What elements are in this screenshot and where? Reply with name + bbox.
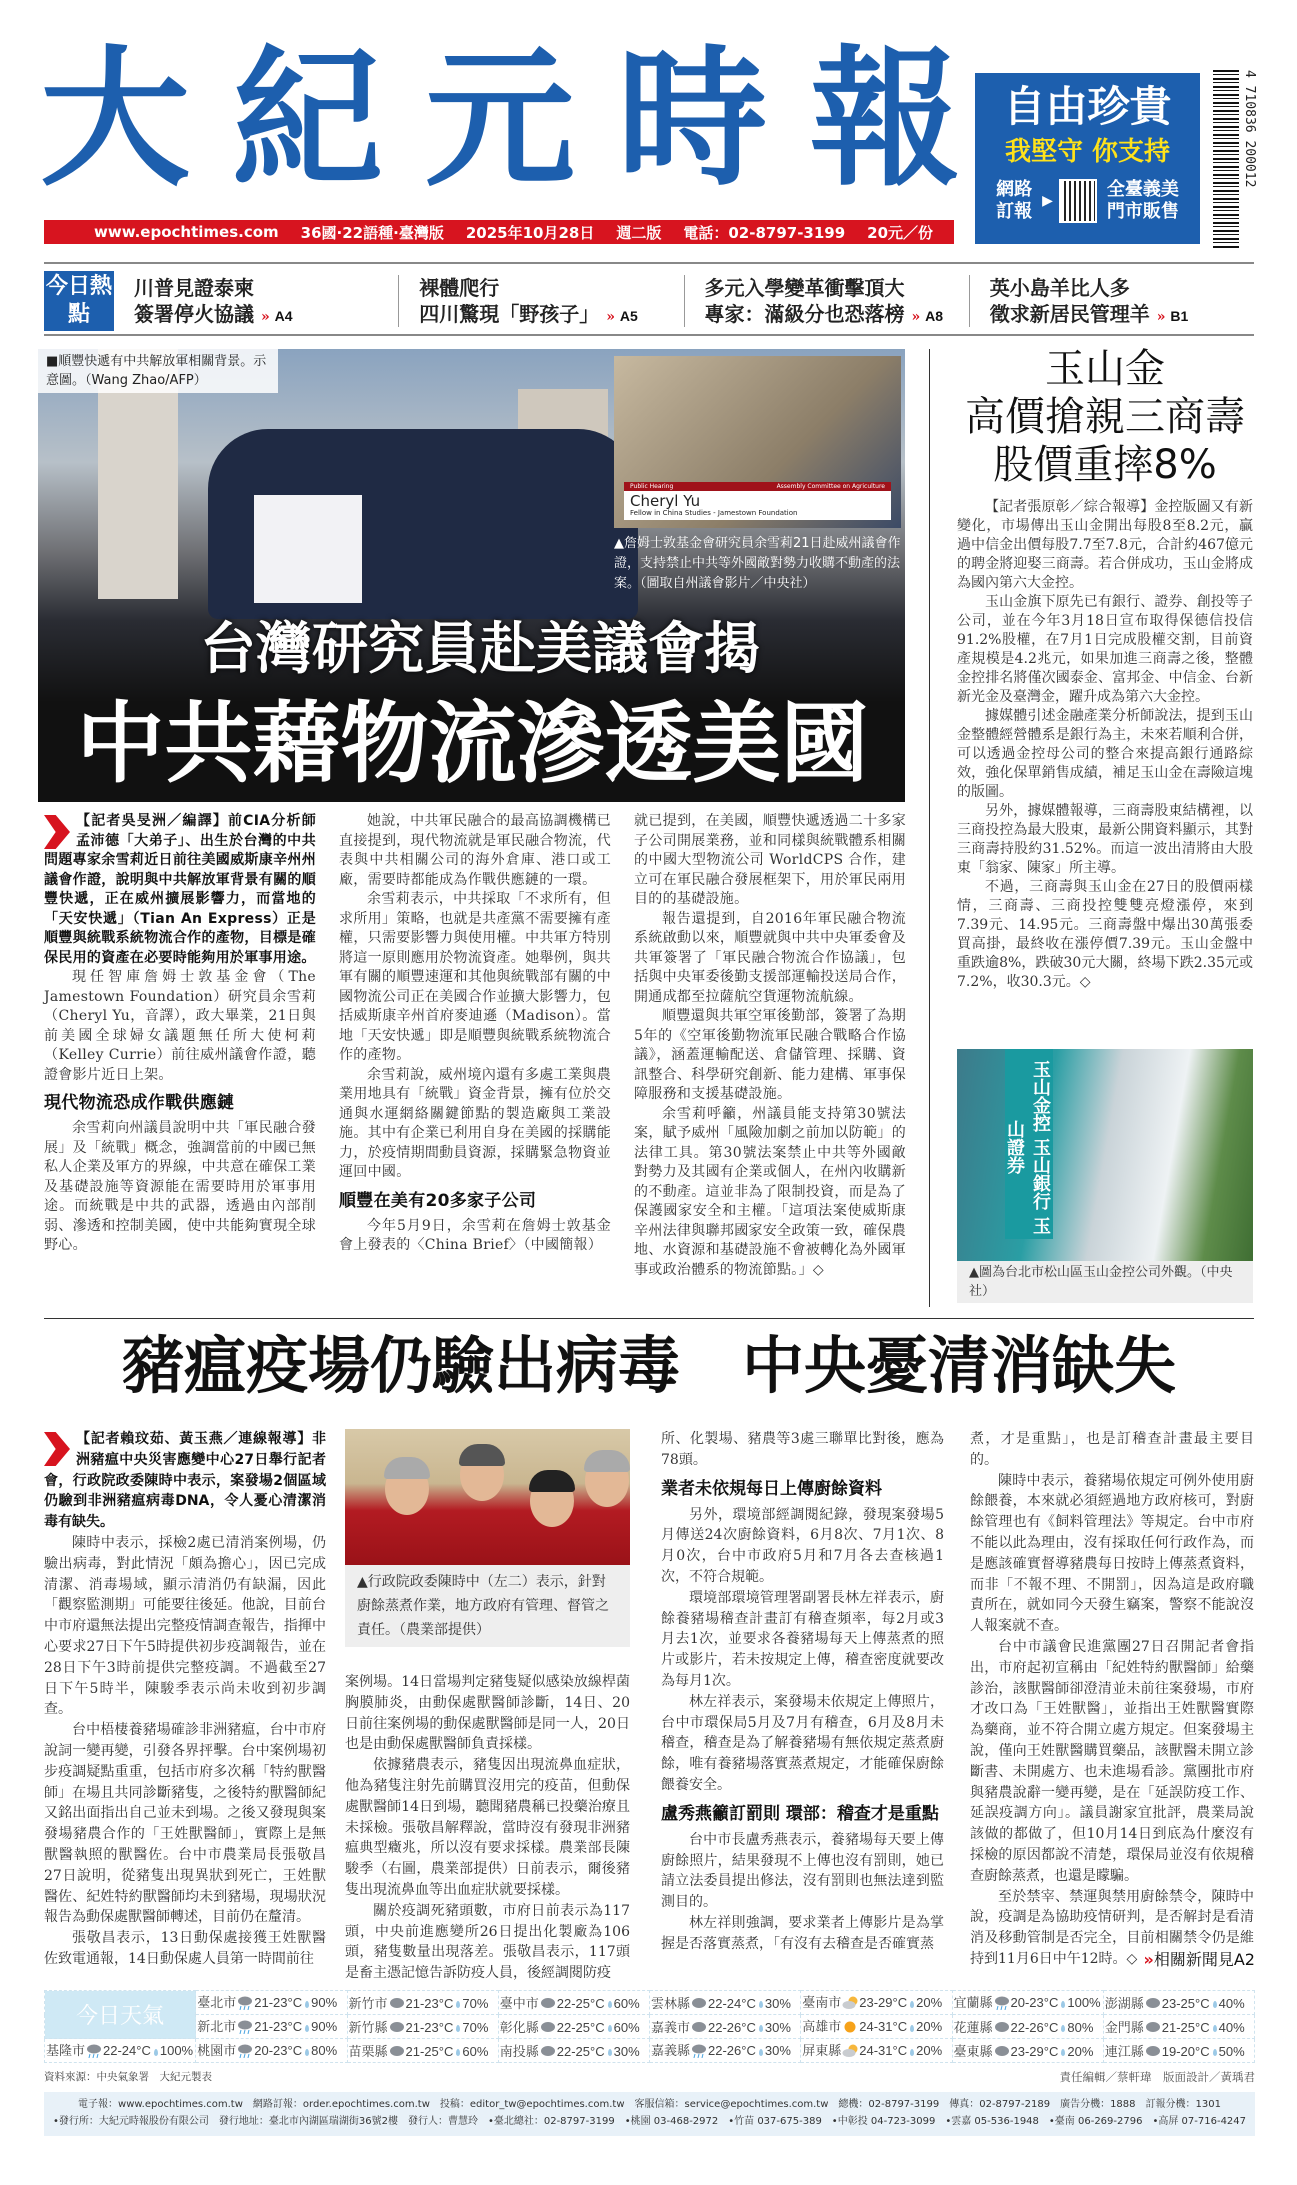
paragraph: 台中市長盧秀燕表示，養豬場每天要上傳廚餘照片，結果發現不上傳也沒有罰則，她已請立法委員提出修法，沒有罰則也無法達到監測目的。 [661, 1831, 944, 1911]
city: 澎湖縣 [1104, 1995, 1144, 2011]
city: 臺南市 [802, 1995, 842, 2011]
lower-third-label: Public Hearing [630, 483, 674, 490]
hot-topic-item[interactable] [114, 275, 399, 327]
rain-probability: 50% [1218, 2043, 1245, 2059]
paragraph: 林左祥表示，案發場未依規定上傳照片，台中市環保局5月及7月有稽查，6月及8月未稽查，稽查是為了解養豬場有無依規定蒸煮廚餘，唯有養豬場落實蒸煮規定，才能確保廚餘餵養安全。 [661, 1693, 944, 1793]
publisher-line: •發行所：大紀元時報股份有限公司 發行地址：臺北市內湖區瑞湖街36號2樓 發行人：曹慧玲 •臺北總社：02-8797-3199 •桃園 03-468-2972 •竹苗 037-675-389 •中彰投 04-723-3099 •雲嘉 05-536-1948 •臺南 06-269-2796 •高屏 07-716-4247 [52, 2116, 1247, 2127]
cloudy-icon [1145, 2045, 1161, 2060]
paragraph: 現任智庫詹姆士敦基金會（The Jamestown Foundation）研究員余雪莉（Cheryl Yu，音譯），政大畢業，21日與前美國全球婦女議題無任所大使柯莉（Kelley Currie）前往威州議會作證，聽證會影片近日上架。 [44, 969, 316, 1083]
raindrop-icon [759, 2049, 763, 2056]
logo-char: 紀 [232, 33, 383, 207]
city: 新竹縣 [348, 2019, 388, 2035]
temperature: 20-23°C [254, 2043, 303, 2059]
weather-row [45, 2015, 1255, 2039]
chevron-right-icon [44, 815, 70, 849]
temperature: 20-23°C [1010, 1995, 1059, 2011]
weather-row [45, 1991, 1255, 2015]
hot-topics [44, 270, 1254, 332]
divider [44, 1318, 1254, 1319]
phone: 電話：02-8797-3199 [683, 223, 846, 242]
weather-table [44, 1990, 1255, 2063]
weather-cell [1103, 2015, 1254, 2039]
double-chevron-icon: » [1143, 1950, 1154, 1969]
weather-cell [347, 2039, 498, 2063]
paragraph: 依據豬農表示，豬隻因出現流鼻血症狀，他為豬隻注射先前購買沒用完的疫苗，但動保處獸醫師14日到場，聽聞豬農稱已投藥治療且未採檢。張敬昌解釋說，當時沒有發現非洲豬瘟典型癥兆，所以沒有要求採樣。農業部長陳駿季（右圖，農業部提供）日前表示，爾後豬隻出現流鼻血等出血症狀就要採樣。 [345, 1757, 630, 1898]
weather-label: 今日天氣 [45, 1991, 196, 2039]
cloudy-icon [1145, 1997, 1161, 2012]
city: 高雄市 [802, 2019, 842, 2035]
photo-caption: ▲行政院政委陳時中（左二）表示，針對廚餘蒸煮作業，地方政府有管理、督管之責任。（農業部提供） [345, 1565, 630, 1647]
rain-probability: 60% [613, 2019, 640, 2035]
side-headline-line: 股價重摔8% [993, 442, 1217, 488]
temperature: 21-23°C [254, 2019, 303, 2035]
rain-probability: 40% [1218, 2019, 1245, 2035]
temperature: 22-26°C [708, 2043, 756, 2059]
rain-probability: 20% [1067, 2043, 1094, 2059]
temperature: 24-31°C [859, 2043, 908, 2059]
weather-cell [650, 1991, 801, 2015]
cloudy-icon [540, 2045, 556, 2060]
paragraph: 據媒體引述金融產業分析師說法，提到玉山金整體經營體系是銀行為主，未來若順利合併，可以透過金控母公司的整合來提高銀行通路綜效，強化保單銷售成績，補足玉山金在壽險這塊的版圖。 [957, 708, 1253, 800]
rain-icon [237, 1996, 253, 2013]
city: 臺中市 [499, 1995, 539, 2011]
page-ref: » A8 [911, 308, 943, 325]
weather-cell [196, 2039, 347, 2063]
subheading: 盧秀燕籲訂罰則 環部：稽查才是重點 [661, 1803, 939, 1824]
paragraph: 張敬昌表示，13日動保處接獲王姓獸醫佐致電通報，14日動保處人員第一時間前往 [44, 1930, 326, 1967]
side-headline-line: 玉山金 [1045, 346, 1165, 392]
rain-probability: 70% [462, 2019, 489, 2035]
city: 宜蘭縣 [953, 1995, 993, 2011]
hot-topics-badge: 今日熱點 [44, 271, 114, 331]
hot-topic-line: 多元入學變革衝擊頂大 [704, 276, 905, 300]
website: www.epochtimes.com [94, 223, 279, 241]
cloudy-icon [389, 2021, 405, 2036]
rain-icon [994, 1996, 1010, 2013]
cloudy-icon [1145, 2021, 1161, 2036]
paragraph: 余雪莉說，威州境內還有多處工業與農業用地具有「統戰」資金背景，擁有位於交通與水運網絡關鍵節點的製造廠與工業設施。其中有企業已利用自身在美國的採購能力，於疫情期間動員資源，採購緊急物資並運回中國。 [339, 1066, 611, 1180]
page-ref: » B1 [1156, 308, 1189, 325]
building-sign: 玉山金控 玉山銀行 玉山證券 [1005, 1049, 1053, 1239]
weather-cell [347, 2015, 498, 2039]
city: 臺東縣 [953, 2043, 993, 2059]
paragraph: 報告還提到，自2016年軍民融合物流系統啟動以來，順豐就與中共中央軍委會及共軍簽署了「軍民融合物流合作協議」，包括與中央軍委後勤支援部運輸投送局合作，開通成都至拉薩航空貨運物流航線。 [634, 910, 906, 1005]
weather-cell [801, 2015, 952, 2039]
weekday-edition: 週二版 [616, 223, 662, 242]
paragraph: 余雪莉向州議員說明中共「軍民融合發展」及「統戰」概念，強調當前的中國已無私人企業及軍方的界線，中共意在確保工業及基礎設施等資源能在需要時用於軍事用途。而統戰是中共的武器，透過由內部削弱、滲透和控制美國，使中共能夠實現全球野心。 [44, 1120, 316, 1253]
speaker-title: Fellow in China Studies - Jamestown Foundation [630, 509, 798, 517]
raindrop-icon [608, 2025, 612, 2032]
rain-probability: 70% [462, 1995, 489, 2011]
lead-headline-kicker: 台灣研究員赴美議會揭 [200, 617, 760, 682]
page-ref: » A4 [260, 308, 293, 325]
temperature: 22-25°C [556, 2043, 605, 2059]
temperature: 21-23°C [405, 2019, 454, 2035]
temperature: 22-25°C [556, 1995, 605, 2011]
weather-cell [498, 2039, 649, 2063]
rain-icon [86, 2044, 102, 2061]
paragraph: 玉山金旗下原先已有銀行、證券、創投等子公司，並在今年3月18日宣布取得保德信投信91.2%股權，在7月1日完成股權交割，目前資產規模是4.2兆元，如果加進三商壽之後，整體金控排名將僅次國泰金、富邦金、中信金、台新新光金及臺灣金，躍升成為第六大金控。 [957, 594, 1253, 705]
paragraph: 至於禁宰、禁運與禁用廚餘禁令，陳時中說，疫調是為協助疫情研判，是否解封是看清消及移動管制是否完全，目前相關禁令仍是維持到11月6日中午12時。◇ [970, 1888, 1254, 1967]
city: 苗栗縣 [348, 2043, 388, 2059]
city: 桃園市 [197, 2043, 237, 2059]
city: 新北市 [197, 2019, 237, 2035]
temperature: 22-25°C [556, 2019, 605, 2035]
cloudy-icon [691, 2021, 707, 2036]
hot-topic-line: 四川驚現「野孩子」 [419, 302, 600, 326]
temperature: 23-29°C [1010, 2043, 1059, 2059]
temperature: 21-25°C [1161, 2019, 1210, 2035]
city: 花蓮縣 [953, 2019, 993, 2035]
city: 臺北市 [197, 1995, 237, 2011]
raindrop-icon [608, 2001, 612, 2008]
date: 2025年10月28日 [465, 223, 595, 242]
page-ref: » A5 [606, 308, 638, 325]
article-column [44, 1429, 326, 1970]
paragraph: 順豐還與共軍空軍後勤部，簽署了為期5年的《空軍後勤物流軍民融合戰略合作協議》，涵蓋運輸配送、倉儲管理、採購、資訊整合、科學研究創新、能力建構、軍事保障服務和支援基礎設施。 [634, 1008, 906, 1102]
city: 嘉義市 [651, 2019, 691, 2035]
subheading: 現代物流恐成作戰供應鏈 [44, 1093, 235, 1113]
related-news-label: 相關新聞見A2 [1153, 1950, 1255, 1969]
weather-row [45, 2039, 1255, 2063]
rain-probability: 90% [311, 1995, 338, 2011]
raindrop-icon [608, 2049, 612, 2056]
rain-probability: 60% [462, 2043, 489, 2059]
rain-probability: 100% [159, 2043, 194, 2059]
raindrop-icon [305, 2025, 309, 2032]
hot-topic-line: 徵求新居民管理羊 [989, 302, 1150, 326]
weather-cell [801, 1991, 952, 2015]
temperature: 23-25°C [1161, 1995, 1210, 2011]
rain-icon [237, 2044, 253, 2061]
article-column [345, 1672, 630, 1984]
rain-probability: 60% [613, 1995, 640, 2011]
city: 金門縣 [1104, 2019, 1144, 2035]
weather-cell [1103, 1991, 1254, 2015]
paragraph: 台中梧棲養豬場確診非洲豬瘟，台中市府說詞一變再變，引發各界抨擊。台中案例場初步疫調疑點重重，包括市府多次稱「特約獸醫師」在場且共同診斷豬隻，之後特約獸醫師紀又銘出面指出自己並未到場。之後又發現與案發場豬農合作的「王姓獸醫師」，實際上是無獸醫執照的獸醫佐。台中市農業局長張敬昌27日說明，從豬隻出現異狀到死亡，王姓獸醫佐、紀姓特約獸醫師均未到豬場，現場狀況報告為動保處獸醫師轉述，目前仍在釐清。 [44, 1722, 326, 1926]
city: 雲林縣 [651, 1995, 691, 2011]
rain-probability: 20% [916, 1995, 943, 2011]
weather-cell [45, 2039, 196, 2063]
raindrop-icon [456, 2025, 460, 2032]
temperature: 21-23°C [405, 1995, 454, 2011]
paragraph: 環境部環境管理署副署長林左祥表示，廚餘養豬場稽查計畫訂有稽查頻率，每2月或3月去1次，並要求各養豬場每天上傳蒸煮的照片或影片，若未按規定上傳，稽查密度就要改為每月1次。 [661, 1589, 944, 1689]
raindrop-icon [1061, 2025, 1065, 2032]
city: 連江縣 [1104, 2043, 1144, 2059]
subheading: 業者未依規每日上傳廚餘資料 [661, 1478, 882, 1499]
rain-probability: 100% [1067, 1995, 1101, 2011]
article-column [44, 812, 316, 1256]
cloudy-icon [389, 1997, 405, 2012]
newspaper-logo [40, 33, 960, 207]
rain-probability: 40% [1218, 1995, 1245, 2011]
editor-credit: 責任編輯／蔡軒瑋 版面設計／黃瑀君 [1059, 2070, 1255, 2084]
photo-caption: ■順豐快遞有中共解放軍相關背景。示意圖。（Wang Zhao/AFP） [38, 349, 278, 393]
raindrop-icon [1213, 2025, 1217, 2032]
paragraph: 今年5月9日，余雪莉在詹姆士敦基金會上發表的〈China Brief〉（中國簡報） [339, 1217, 611, 1253]
publisher-footer [44, 2092, 1255, 2136]
side-headline [955, 345, 1255, 489]
paragraph: 林左祥則強調，要求業者上傳影片是為掌握是否落實蒸煮，「有沒有去稽查是否確實蒸 [661, 1914, 944, 1952]
paragraph: 另外，據媒體報導，三商壽股東結構裡，以三商投控為最大股東，最新公開資料顯示，其對三商壽持股約31.52%。而這一波出清將由大股東「翁家、陳家」所主導。 [957, 803, 1253, 876]
weather-cell [650, 2039, 801, 2063]
barcode-number: 4 710836 200012 [1242, 70, 1257, 188]
hot-topic-line: 專家：滿級分也恐落榜 [704, 302, 905, 326]
raindrop-icon [759, 2025, 763, 2032]
divider [44, 334, 1254, 336]
edition-info-bar [44, 220, 954, 244]
weather-cell [196, 2015, 347, 2039]
rain-probability: 20% [916, 2043, 943, 2059]
city: 基隆市 [46, 2043, 86, 2059]
raindrop-icon [305, 2049, 309, 2056]
city: 南投縣 [499, 2043, 539, 2059]
article-column [970, 1429, 1254, 1970]
paragraph: 案例場。14日當場判定豬隻疑似感染放線桿菌胸膜肺炎，由動保處獸醫師診斷，14日、20日前往案例場的動保處獸醫師是同一人，20日也是由動保處獸醫師負責採樣。 [345, 1674, 630, 1753]
rain-probability: 30% [764, 2043, 791, 2059]
weather-cell [196, 1991, 347, 2015]
raindrop-icon [1061, 2001, 1065, 2008]
logo-char: 報 [809, 33, 960, 207]
side-headline-line: 高價搶親三商壽 [965, 394, 1245, 440]
city: 嘉義縣 [651, 2043, 691, 2059]
paragraph: 煮，才是重點」，也是訂稽查計畫最主要目的。 [970, 1431, 1254, 1468]
temperature: 22-26°C [708, 2019, 756, 2035]
subscription-ad [975, 73, 1200, 244]
city: 屏東縣 [802, 2043, 842, 2059]
raindrop-icon [456, 2001, 460, 2008]
divider [44, 262, 1254, 264]
logo-char: 時 [617, 33, 768, 207]
hot-topic-line: 裸體爬行 [419, 276, 500, 300]
cloudy-icon [994, 2045, 1010, 2060]
photo-caption: ▲圖為台北市松山區玉山金控公司外觀。（中央社） [957, 1261, 1253, 1303]
paragraph: 所、化製場、豬農等3處三聯單比對後，應為78頭。 [661, 1431, 944, 1468]
arrow-right-icon: ▶ [1042, 193, 1053, 209]
logo-char: 元 [424, 33, 575, 207]
weather-cell [952, 2039, 1103, 2063]
qr-code-icon [1059, 179, 1097, 223]
article-column [634, 812, 906, 1280]
column-rule [929, 349, 930, 1307]
lower-third-committee: Assembly Committee on Agriculture [776, 483, 885, 490]
temperature: 23-29°C [859, 1995, 908, 2011]
article-column [661, 1429, 944, 1955]
barcode-icon [1213, 70, 1239, 248]
paragraph: 余雪莉表示，中共採取「不求所有，但求所用」策略，也就是共產黨不需要擁有產權，只需要影響力與使用權。中共軍方特別將這一原則應用於物流資產。她舉例，與共軍有關的順豐速運和其他與統戰部有關的中國物流公司正在美國合作並擴大影響力，包括威斯康辛州首府麥迪遜（Madison）。當地「天安快遞」即是順豐與統戰系統物流合作的產物。 [339, 891, 611, 1063]
chevron-right-icon [44, 1432, 70, 1466]
weather-cell [498, 2015, 649, 2039]
city: 彰化縣 [499, 2019, 539, 2035]
barcode [1213, 70, 1259, 248]
related-news-link[interactable] [1060, 1950, 1255, 1970]
weather-cell [952, 2015, 1103, 2039]
raindrop-icon [910, 2001, 914, 2008]
rain-probability: 90% [311, 2019, 338, 2035]
rain-probability: 20% [916, 2019, 943, 2035]
hot-topic-line: 英小島羊比人多 [989, 276, 1130, 300]
cloudy-icon [540, 2021, 556, 2036]
rain-probability: 80% [311, 2043, 338, 2059]
price: 20元／份 [867, 223, 934, 242]
weather-cell [1103, 2039, 1254, 2063]
paragraph: 就已提到，在美國，順豐快遞透過二十多家子公司開展業務，並和同樣與統戰體系相關的中國大型物流公司 WorldCPS 合作，建立可在軍民融合發展框架下，用於軍民兩用目的的基礎設施。 [634, 813, 906, 907]
rain-probability: 30% [764, 1995, 791, 2011]
inset-photo-hearing [614, 356, 901, 528]
weather-cell [347, 1991, 498, 2015]
weather-cell [952, 1991, 1103, 2015]
logo-char: 大 [40, 33, 191, 207]
rain-probability: 80% [1067, 2019, 1094, 2035]
raindrop-icon [305, 2001, 309, 2008]
article-lead: 【記者吳旻洲／編譯】前CIA分析師孟沛德「大弟子」、出生於台灣的中共問題專家余雪莉近日前往美國威斯康辛州州議會作證，說明與中共解放軍背景有關的順豐快遞，正在威州擴展影響力，而當地的「天安快遞」（Tian An Express）正是順豐與統戰系統物流合作的產物，目標是確保民用的資產在必要時能夠用於軍事用途。 [44, 813, 316, 966]
temperature: 22-24°C [708, 1995, 756, 2011]
temperature: 22-24°C [103, 2043, 151, 2059]
paragraph: 不過，三商壽與玉山金在27日的股價兩樣情，三商壽、三商投控雙雙亮燈漲停，來到7.39元、14.95元。三商壽盤中爆出30萬張委買高掛，最終收在漲停價7.39元。玉山金盤中重跌逾8%，跌破30元大關，終場下跌2.35元或7.2%，收30.3元。◇ [957, 879, 1253, 990]
partly-cloudy-icon [842, 2044, 858, 2061]
cloudy-icon [540, 1997, 556, 2012]
temperature: 19-20°C [1161, 2043, 1210, 2059]
paragraph: 陳時中表示，養豬場依規定可例外使用廚餘餵養，本來就必須經過地方政府核可，對廚餘管理也有《飼料管理法》等規定。台中市府不能以此為理由，沒有採取任何行政作為，而是應該確實督導豬農每日按時上傳蒸煮資料，而非「不報不理、不開罰」，因為這是政府職責所在，就如同今天發生竊案，警察不能說沒人報案就不查。 [970, 1472, 1254, 1635]
rain-icon [691, 2044, 707, 2061]
paragraph: 【記者張原彰／綜合報導】金控版圖又有新變化，市場傳出玉山金開出每股8至8.2元，贏過中信金出價每股7.7至7.8元，合計約467億元的聘金將迎娶三商壽。若合併成功，玉山金將成為國內第六大金控。 [957, 499, 1253, 591]
edition: 36國·22語種·臺灣版 [300, 223, 444, 242]
raindrop-icon [1061, 2049, 1065, 2056]
paragraph: 台中市議會民進黨團27日召開記者會指出，市府起初宣稱由「紀姓特約獸醫師」給藥診治，該獸醫師卻澄清並未前往案發場，市府才改口為「王姓獸醫」，並指出王姓獸醫實際為藥商，並不符合開立處方規定。但案發場主說，僅向王姓獸醫購買藥品，該獸醫未開立診斷書、未開處方、也未進場看診。黨團批市府與豬農說辭一變再變，是在「延誤防疫工作、延誤疫調方向」。議員謝家宜批評，農業局說該做的都做了，但10月14日到底為什麼沒有採檢的原因都說不清楚，環保局並沒有依規稽查廚餘蒸煮，也還是矇騙。 [970, 1638, 1254, 1884]
article-column [339, 812, 611, 1256]
temperature: 22-26°C [1010, 2019, 1059, 2035]
weather-cell [498, 1991, 649, 2015]
ad-online-subscribe: 網路訂報 [996, 179, 1033, 222]
inset-caption: ▲詹姆士敦基金會研究員余雪莉21日赴威州議會作證，支持禁止中共等外國敵對勢力收購不動產的法案。（圖取自州議會影片／中央社） [614, 536, 901, 591]
sunny-icon [842, 2020, 858, 2037]
paragraph: 余雪莉呼籲，州議員能支持第30號法案，賦予威州「風險加劇之前加以防範」的法律工具。第30號法案禁止中共等外國敵對勢力及其國有企業或個人，在州內收購新的不動產。這並非為了限制投資，而是為了保護國家安全和主權。「這項法案使威斯康辛州法律與聯邦國家安全政策一致，確保農地、水資源和基礎設施不會被轉化為外國軍事或政治體系的物流節點。」◇ [634, 1105, 906, 1278]
paragraph: 她說，中共軍民融合的最高協調機構已直接提到，現代物流就是軍民融合物流，代表與中共相關公司的海外倉庫、港口或工廠，需要時都能成為作戰供應鏈的一環。 [339, 813, 611, 888]
city: 新竹市 [348, 1995, 388, 2011]
raindrop-icon [910, 2025, 914, 2032]
hot-topic-item[interactable] [685, 275, 970, 327]
second-headline: 豬瘟疫場仍驗出病毒 中央憂清消缺失 [121, 1329, 1176, 1402]
article-column [957, 498, 1253, 992]
weather-cell [650, 2015, 801, 2039]
photo-press-conference [345, 1429, 630, 1565]
hot-topic-item[interactable] [399, 275, 684, 327]
rain-icon [237, 2020, 253, 2037]
rain-probability: 30% [613, 2043, 640, 2059]
raindrop-icon [456, 2049, 460, 2056]
photo-bank-building [957, 1049, 1253, 1261]
partly-cloudy-icon [842, 1996, 858, 2013]
contact-line: 電子報：www.epochtimes.com.tw 網路訂報：order.epochtimes.com.tw 投稿：editor_tw@epochtimes.com.tw 客服信箱：service@epochtimes.com.tw 總機：02-8797-3199 傳真：02-8797-2189 廣告分機：1888 訂報分機：1301 [78, 2099, 1221, 2110]
weather-cell [801, 2039, 952, 2063]
cloudy-icon [691, 1997, 707, 2012]
raindrop-icon [1213, 2001, 1217, 2008]
temperature: 21-25°C [405, 2043, 454, 2059]
raindrop-icon [154, 2049, 158, 2056]
ad-slogan: 我堅守 你支持 [1004, 137, 1171, 167]
raindrop-icon [759, 2001, 763, 2008]
cloudy-icon [389, 2045, 405, 2060]
weather-source: 資料來源：中央氣象署 大紀元製表 [44, 2071, 212, 2083]
raindrop-icon [910, 2049, 914, 2056]
lead-headline: 中共藉物流滲透美國 [76, 692, 869, 795]
rain-probability: 30% [764, 2019, 791, 2035]
temperature: 24-31°C [859, 2019, 908, 2035]
paragraph: 關於疫調死豬頭數，市府日前表示為117頭，中央前進應變所26日提出化製廠為106頭，豬隻數量出現落差。張敬昌表示，117頭是畜主憑記憶告訴防疫人員，後經調閱防疫 [345, 1902, 630, 1982]
cloudy-icon [994, 2021, 1010, 2036]
speaker-name: Cheryl Yu [630, 492, 701, 510]
ad-store-sale: 全臺義美門市販售 [1106, 179, 1179, 222]
temperature: 21-23°C [254, 1995, 303, 2011]
paragraph: 另外，環境部經調閱紀錄，發現案發場5月傳送24次廚餘資料，6月8次、7月1次、8月0次，台中市政府5月和7月各去查核過1次，不符合規範。 [661, 1506, 944, 1585]
raindrop-icon [1213, 2049, 1217, 2056]
hot-topic-line: 川普見證泰柬 [134, 276, 254, 300]
ad-title: 自由珍貴 [1003, 82, 1172, 131]
hot-topic-line: 簽署停火協議 [134, 302, 254, 326]
hot-topic-item[interactable] [970, 275, 1254, 327]
paragraph: 陳時中表示，採檢2處已清消案例場，仍驗出病毒，對此情況「頗為擔心」，因已完成清潔、消毒場域，顯示清消仍有缺漏，因此「觀察監測期」可能要往後延。他說，目前台中市府還無法提出完整疫情調查報告，指揮中心要求27日下午5時提供初步疫調報告，並在28日下午3時前提供完整疫調。不過截至27日下午5時半，陳駿季表示尚未收到初步調查。 [44, 1534, 326, 1718]
subheading: 順豐在美有20多家子公司 [339, 1190, 537, 1211]
video-lower-third [624, 482, 891, 520]
article-lead: 【記者賴玟茹、黃玉燕／連線報導】非洲豬瘟中央災害應變中心27日舉行記者會，行政院政委陳時中表示，案發場2個區域仍驗到非洲豬瘟病毒DNA，令人憂心清潔消毒有缺失。 [44, 1431, 326, 1531]
